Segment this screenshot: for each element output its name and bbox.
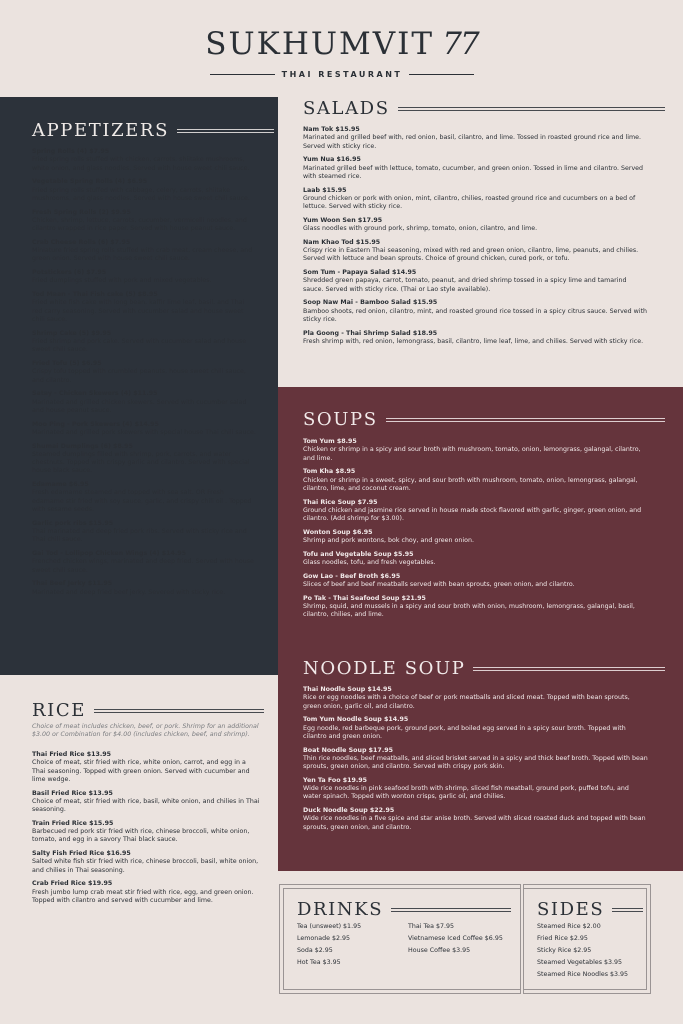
tagline-row: [210, 67, 474, 81]
menu-item: [32, 269, 256, 286]
menu-item: [32, 790, 260, 815]
menu-item-name: Shrimp Cake (5) $9.95: [32, 329, 112, 337]
menu-item: [32, 443, 256, 476]
menu-item-name: Po Tak - Thai Seafood Soup $21.95: [303, 594, 426, 602]
list-item: Soda $2.95: [297, 946, 333, 954]
heading-rule: [398, 107, 665, 111]
list-item: Sticky Rice $2.95: [537, 946, 592, 954]
menu-item-description: Fried white fish cake with long bean, kaffir lime leaf, basil, and Thai red carry seasoning. Served with cucumber salad and house sweet chili sauce.: [32, 299, 245, 323]
menu-item-name: Thai Rice Soup $7.95: [303, 498, 378, 506]
menu-item: [303, 156, 648, 181]
menu-item: [32, 550, 256, 575]
menu-item-name: Som Tum - Papaya Salad $14.95: [303, 269, 417, 277]
menu-item: [303, 239, 648, 264]
menu-item-description: Frenched chicken wings, marinated and deep fried. Served with house sweet chili sauce.: [32, 558, 254, 574]
menu-item-name: Tom Yum Noodle Soup $14.95: [303, 716, 409, 724]
menu-item-name: Gai Tod - Lollipop Chicken Wings (4) $14.95: [32, 549, 187, 557]
noodle-soup-heading: [303, 659, 665, 679]
menu-item-description: Egg noodle, red barbeque pork, ground pork, and boiled egg served in a spicy sour broth. Topped with cilantro and green onion.: [303, 724, 626, 740]
drinks-list-col2: [408, 921, 518, 957]
menu-item: [303, 269, 648, 294]
menu-item-description: Marinated and grilled pork skewers with special house Thai chili sauce.: [32, 428, 256, 436]
menu-item-name: Nam Khao Tod $15.95: [303, 238, 381, 246]
menu-item-name: Shumai Dumplings (6) $8.95: [32, 442, 133, 450]
header: [0, 0, 683, 92]
appetizers-heading: [12, 121, 274, 141]
noodle-soup-title: NOODLE SOUP: [303, 658, 466, 679]
menu-item: [303, 126, 648, 151]
menu-item-description: Chicken or shrimp in a spicy and sour broth with mushroom, tomato, onion, lemongrass, galangal, cilantro, and lime.: [303, 446, 641, 462]
rice-title: RICE: [32, 700, 86, 721]
menu-item: [32, 209, 256, 234]
heading-rule: [391, 908, 511, 912]
menu-item: [32, 148, 256, 173]
menu-item-description: Miniature fried spring rolls stuffed with crab meat, cream cheese, and green onion. Served with house sweet chili sauce.: [32, 247, 253, 263]
list-item: Lemonade $2.95: [297, 934, 351, 942]
menu-item: [303, 330, 648, 347]
noodle-soup-list: [303, 686, 648, 837]
menu-item-name: Basil Fried Rice $13.95: [32, 789, 113, 797]
menu-item-description: Bamboo shoots, red onion, cilantro, mint, and roasted ground rice tossed in a spicy citrus sauce. Served with sticky rice.: [303, 307, 648, 323]
sides-heading: [537, 900, 643, 920]
menu-item: [32, 330, 256, 355]
menu-item-description: Salted white fish stir fried with rice, chinese broccoli, basil, white onion, and chilies in Thai seasoning.: [32, 858, 259, 874]
menu-item: [303, 747, 648, 772]
menu-item-name: Gow Lao - Beef Broth $6.95: [303, 572, 401, 580]
menu-item-description: Crispy tofu topped with crumbled peanuts, house sweet chili sauce, and cilantro.: [32, 368, 246, 384]
menu-item-name: Salty Fish Fried Rice $16.95: [32, 850, 131, 858]
menu-item-description: Fresh edamame steamed and topped with sea salt. OR Fresh edamame stir fried with soy sauce, garlic, and crispy chili oil . Topped with sesame seeds.: [32, 489, 252, 513]
menu-item-description: Marinated and deep fried beef jerky. Severed with sticky rice.: [32, 588, 226, 596]
menu-item: [32, 880, 260, 905]
menu-item-name: Moo Ping - Pork Skewers (4) $14.95: [32, 420, 159, 428]
menu-item: [32, 239, 256, 264]
menu-item-name: Soop Naw Mai - Bamboo Salad $15.95: [303, 299, 438, 307]
menu-item-name: Crab Fried Rice $19.95: [32, 880, 113, 888]
list-item: Steamed Rice Noodles $3.95: [537, 970, 629, 978]
menu-item-description: Fried spring rolls stuffed with cabbage, celery, carrots, shiitake mushrooms, and glass noodles. Served with house sweet chili sauce.: [32, 186, 250, 202]
menu-item-description: Fresh jumbo lump crab meat stir fried with rice, egg, and green onion. Topped with cilantro and served with cucumber and lime.: [32, 888, 254, 905]
heading-rule: [177, 129, 274, 133]
tagline: THAI RESTAURANT: [281, 69, 403, 79]
menu-item: [303, 777, 648, 802]
menu-item: [303, 499, 648, 524]
menu-item: [32, 751, 260, 784]
menu-item-name: Boat Noodle Soup $17.95: [303, 746, 393, 754]
menu-item-name: Pla Goong - Thai Shrimp Salad $18.95: [303, 329, 438, 337]
menu-item: [303, 716, 648, 741]
menu-item: [303, 468, 648, 493]
salads-list: [303, 126, 648, 352]
heading-rule: [473, 667, 665, 671]
menu-item: [32, 291, 256, 324]
menu-item-description: Ground chicken and jasmine rice served in house made stock flavored with garlic, ginger, green onion, and cilantro. (Add shrimp for $3.00).: [303, 506, 642, 523]
brand-logo: [0, 26, 683, 62]
menu-item: [32, 580, 256, 597]
menu-item-description: Wide rice noodles in pink seafood broth with shrimp, sliced fish meatball, ground pork, puffed tofu, and water spinach. Topped with wonton crisps, garlic oil, and chilies.: [303, 785, 629, 801]
list-item: Fried Rice $2.95: [537, 934, 588, 942]
menu-item-description: Glass noodles, tofu, and fresh vegetables.: [303, 559, 436, 567]
sides-title: SIDES: [537, 899, 605, 920]
menu-item: [303, 595, 648, 620]
menu-item: [32, 178, 256, 203]
menu-item-description: Chicken, shrimp, lettuce, carrots, cucumber, vermicelli noodles, and cilantro wrapped in rice paper. Served with house peanut sauce.: [32, 216, 247, 233]
list-item: Steamed Rice $2.00: [537, 923, 601, 930]
menu-item: [32, 421, 256, 438]
menu-item-name: Fresh Spring Rolls (2) $9.95: [32, 208, 131, 216]
menu-item-name: Potstickers (6) $7.95: [32, 269, 107, 277]
heading-rule: [94, 709, 264, 713]
menu-item: [303, 551, 648, 568]
menu-item: [32, 390, 256, 415]
brand-name: SUKHUMVIT: [205, 26, 435, 62]
salads-heading: [303, 99, 665, 119]
menu-item-description: Marinated grilled beef with lettuce, tomato, cucumber, and green onion. Tossed in lime and cilantro. Served with steamed rice.: [303, 164, 644, 180]
menu-item-name: Satay - Chicken Skewers (4) $11.95: [32, 390, 158, 398]
appetizers-title: APPETIZERS: [32, 120, 170, 141]
menu-item: [32, 820, 260, 845]
menu-item-description: Shrimp, squid, and mussels in a spicy and sour broth with onion, mushroom, lemongrass, galangal, basil, cilantro, chilies, and lime.: [303, 603, 635, 619]
menu-item-description: Thin rice noodles, beef meatballs, and sliced brisket served in a spicy and thick beef broth. Topped with bean sprouts, green onion, and cilantro. Served with crispy pork skin.: [303, 754, 648, 771]
list-item: House Coffee $3.95: [408, 946, 471, 954]
sides-list: [537, 921, 647, 981]
rice-list: [32, 751, 260, 911]
menu-item-name: Edamame $6.95: [32, 481, 89, 489]
menu-item-description: Shrimp and pork wontons, bok choy, and green onion.: [303, 537, 474, 545]
rice-heading: [32, 701, 264, 721]
menu-item-name: Thai Beef Jerky $11.95: [32, 580, 113, 588]
menu-item-name: Duck Noodle Soup $22.95: [303, 807, 395, 815]
menu-item-name: Fried Tofu (5) $6.95: [32, 359, 102, 367]
menu-item-description: Choice of meat, stir fried with rice, white onion, carrot, and egg in a Thai seasoning. Topped with green onion. Served with cucumber and lime wedge.: [32, 759, 250, 783]
heading-rule: [386, 418, 665, 422]
menu-item-name: Vegetable Spring Rolls (4) $6.95: [32, 178, 148, 186]
salads-title: SALADS: [303, 98, 390, 119]
menu-item-name: Thai Noodle Soup $14.95: [303, 686, 392, 693]
menu-item-description: Choice of meat, stir fried with rice, basil, white onion, and chilies in Thai seasoning.: [32, 797, 260, 814]
soups-title: SOUPS: [303, 409, 378, 430]
menu-item: [303, 807, 648, 832]
menu-item-name: Garlic pork ribs $15.95: [32, 519, 114, 527]
menu-item-description: Slices of beef and beef meatballs served with bean sprouts, green onion, and cilantro.: [303, 581, 575, 589]
menu-item-name: Yum Woon Sen $17.95: [303, 216, 383, 224]
menu-item-description: Marinated and grilled chicken skewers. Served with cucumber salad and house peanut sauce.: [32, 398, 247, 414]
menu-item-name: Tom Yum $8.95: [303, 438, 357, 445]
menu-item-description: Thai marinated and deep fried pork ribs. Served with sticky rice and Thai chili sauce.: [32, 527, 247, 544]
menu-item-description: Fried shrimp and pork cake. Served with cucumber salad and house sweet chili sauce.: [32, 337, 247, 354]
heading-rule: [612, 908, 643, 912]
menu-item-name: Tofu and Vegetable Soup $5.95: [303, 550, 414, 558]
menu-item-name: Tod Maan - Thai Fish cake (5) $8.95: [32, 291, 158, 299]
menu-item: [303, 529, 648, 546]
menu-item-description: Fried dumplings stuffed with pork and mixed vegetables.: [32, 277, 212, 285]
menu-item: [32, 520, 256, 545]
rice-note: Choice of meat includes chicken, beef, or pork. Shrimp for an additional $3.00 or Combination for $4.00 (includes chicken, beef, and shrimp).: [32, 723, 259, 739]
menu-item: [32, 481, 256, 514]
drinks-list-col1: [297, 921, 407, 969]
drinks-title: DRINKS: [297, 899, 384, 920]
menu-item: [303, 438, 648, 463]
menu-item-description: Chicken or shrimp in a sweet, spicy, and sour broth with mushroom, tomato, onion, lemongrass, galangal, cilantro, lime, and coconut cream.: [303, 476, 638, 492]
menu-item-description: Fried spring rolls stuffed with chicken, carrots, shiitake mushrooms, white onion, and glass noodles. Served with house sweet chili sauce.: [32, 156, 250, 172]
menu-item-description: Wide rice noodles in a five spice and star anise broth. Served with sliced roasted duck and topped with bean sprouts, green onion, and cilantro.: [303, 815, 646, 831]
menu-item-name: Spring Rolls (4) $7.95: [32, 148, 110, 155]
menu-item: [303, 187, 648, 212]
menu-item-description: Steamed dumplings filled with shrimp, pork, carrots, and water chestnuts. Topped with crispy garlic and cilantro. Served with special house black sauce.: [32, 450, 250, 475]
soups-heading: [303, 410, 665, 430]
menu-item: [303, 299, 648, 324]
list-item: Vietnamese Iced Coffee $6.95: [408, 934, 503, 942]
menu-item-description: Shredded green papaya, carrot, tomato, peanut, and dried shrimp tossed in a spicy lime and tamarind sauce. Served with sticky rice. (Thai or Lao style available).: [303, 277, 627, 293]
menu-item-name: Thai Fried Rice $13.95: [32, 751, 112, 758]
menu-item-name: Tom Kha $8.95: [303, 468, 356, 476]
list-item: Hot Tea $3.95: [297, 958, 341, 966]
drinks-heading: [297, 900, 511, 920]
menu-item-name: Train Fried Rice $15.95: [32, 819, 114, 827]
menu-item-description: Fresh shrimp with, red onion, lemongrass, basil, cilantro, lime leaf, lime, and chilies. Served with sticky rice.: [303, 337, 644, 345]
appetizers-list: [32, 148, 256, 602]
menu-item: [303, 217, 648, 234]
menu-item-description: Glass noodles with ground pork, shrimp, tomato, onion, cilantro, and lime.: [303, 225, 538, 233]
menu-item-description: Ground chicken or pork with onion, mint, cilantro, chilies, roasted ground rice and cucumbers on a bed of lettuce. Served with sticky rice.: [303, 194, 636, 211]
soups-list: [303, 438, 648, 625]
list-item: Thai Tea $7.95: [408, 923, 454, 930]
menu-item-name: Wonton Soup $6.95: [303, 528, 373, 536]
menu-item: [303, 686, 648, 711]
menu-item-description: Marinated and grilled beef with, red onion, basil, cilantro, and lime. Tossed in roasted ground rice and lime. Served with sticky rice.: [303, 134, 641, 150]
drinks-sides-divider: [520, 884, 524, 994]
menu-item: [303, 573, 648, 590]
menu-item-name: Crab Cheese Rolls (6) $7.95: [32, 238, 131, 246]
brand-number: 77: [442, 26, 478, 62]
list-item: Steamed Vegetables $3.95: [537, 958, 623, 966]
menu-item: [32, 850, 260, 875]
menu-item-name: Laab $15.95: [303, 186, 347, 194]
menu-item-name: Yum Nua $16.95: [303, 156, 361, 164]
menu-item-description: Crispy rice in Eastern Thai seasoning, mixed with red and green onion, cilantro, lime, peanuts, and chilies. Served with lettuce and bean sprouts. Choice of ground chicken, cured pork, or tofu.: [303, 247, 639, 263]
menu-item-name: Nam Tok $15.95: [303, 126, 360, 133]
tagline-rule-left: [210, 74, 275, 75]
menu-item: [32, 360, 256, 385]
menu-item-name: Yen Ta Foo $19.95: [303, 776, 368, 784]
menu-item-description: Barbecued red pork stir fried with rice, chinese broccoli, white onion, tomato, and egg in a savory Thai black sauce.: [32, 828, 250, 844]
list-item: Tea (unsweet) $1.95: [297, 923, 362, 930]
tagline-rule-right: [409, 74, 474, 75]
menu-item-description: Rice or egg noodles with a choice of beef or pork meatballs and sliced meat. Topped with bean sprouts, green onion, garlic oil, and cilantro.: [303, 694, 630, 710]
